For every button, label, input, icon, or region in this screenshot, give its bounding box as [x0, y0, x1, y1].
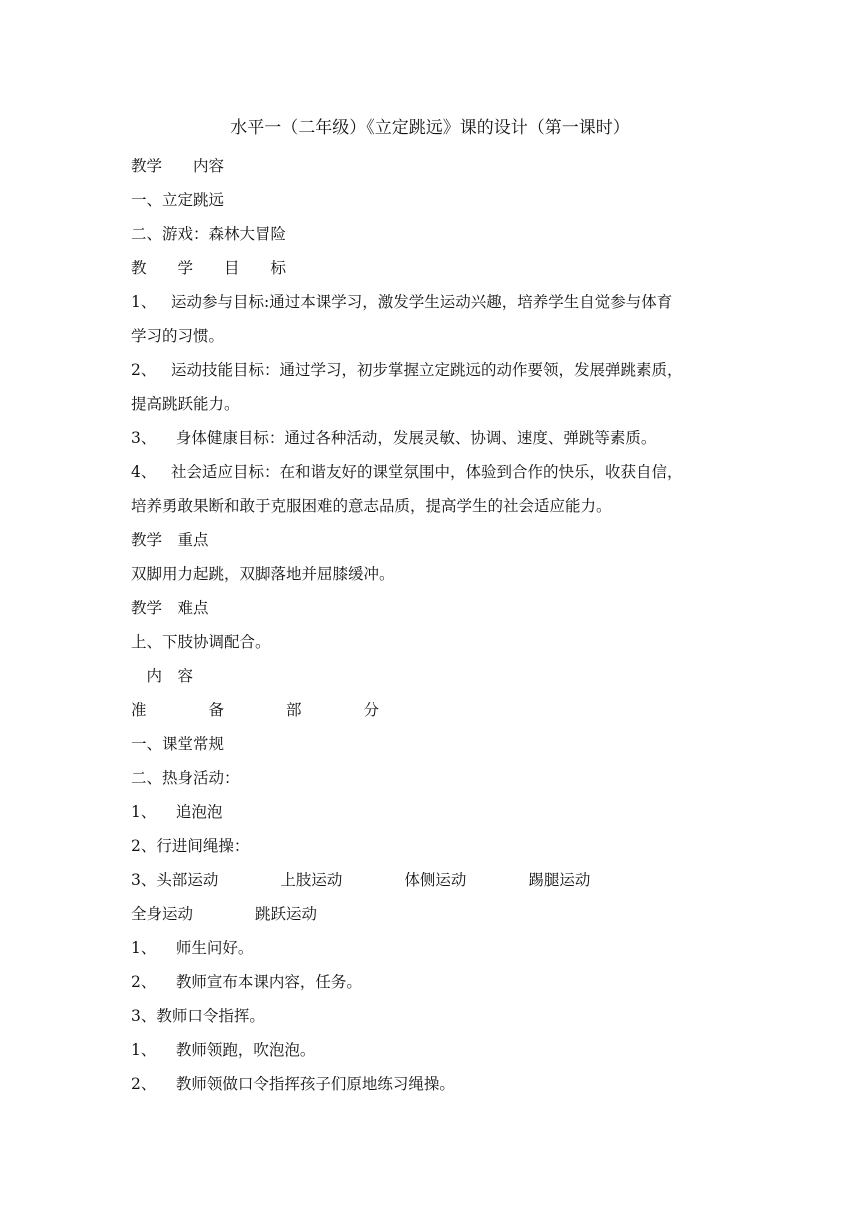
text-line: 1、 追泡泡 — [131, 803, 223, 821]
text-line: 二、游戏：森林大冒险 — [131, 225, 287, 243]
text-line: 上、下肢协调配合。 — [131, 633, 271, 651]
list-number: 1、 — [131, 1041, 157, 1059]
text-line: 2、 运动技能目标：通过学习，初步掌握立定跳远的动作要领，发展弹跳素质， — [131, 361, 683, 379]
text-line: 教学 难点 — [131, 599, 209, 617]
list-number: 4、 — [131, 463, 157, 481]
text-line: 2、 教师宣布本课内容，任务。 — [131, 973, 362, 991]
list-number: 1、 — [131, 293, 157, 311]
list-number: 2、 — [131, 973, 157, 991]
text-line: 提高跳跃能力。 — [131, 395, 240, 413]
text-line: 教学 内容 — [131, 157, 225, 175]
text-line: 1、 教师领跑，吹泡泡。 — [131, 1041, 316, 1059]
list-number: 3、 — [131, 429, 157, 447]
text-line: 1、 师生问好。 — [131, 939, 254, 957]
text-line: 教 学 目 标 — [131, 259, 287, 277]
text-line: 内 容 — [131, 667, 194, 685]
text-line: 1、 运动参与目标:通过本课学习，激发学生运动兴趣，培养学生自觉参与体育 — [131, 293, 673, 311]
text-line: 准 备 部 分 — [131, 701, 380, 719]
text-line: 2、 教师领做口令指挥孩子们原地练习绳操。 — [131, 1075, 455, 1093]
text-line: 二、热身活动： — [131, 769, 240, 787]
list-number: 2、 — [131, 1075, 157, 1093]
text-line: 4、 社会适应目标：在和谐友好的课堂氛围中，体验到合作的快乐，收获自信， — [131, 463, 683, 481]
text-line: 一、立定跳远 — [131, 191, 225, 209]
text-line: 教学 重点 — [131, 531, 209, 549]
text-line: 3、头部运动 上肢运动 体侧运动 踢腿运动 — [131, 871, 591, 889]
text-line: 学习的习惯。 — [131, 327, 225, 345]
text-line: 3、 身体健康目标：通过各种活动，发展灵敏、协调、速度、弹跳等素质。 — [131, 429, 657, 447]
text-line: 一、课堂常规 — [131, 735, 225, 753]
text-line: 3、教师口令指挥。 — [131, 1007, 265, 1025]
text-line: 双脚用力起跳，双脚落地并屈膝缓冲。 — [131, 565, 395, 583]
list-number: 2、 — [131, 361, 157, 379]
document-title: 水平一（二年级）《立定跳远》课的设计（第一课时） — [230, 118, 630, 138]
text-line: 全身运动 跳跃运动 — [131, 905, 318, 923]
list-number: 1、 — [131, 803, 157, 821]
text-line: 培养勇敢果断和敢于克服困难的意志品质，提高学生的社会适应能力。 — [131, 497, 612, 515]
text-line: 2、行进间绳操： — [131, 837, 250, 855]
list-number: 1、 — [131, 939, 157, 957]
